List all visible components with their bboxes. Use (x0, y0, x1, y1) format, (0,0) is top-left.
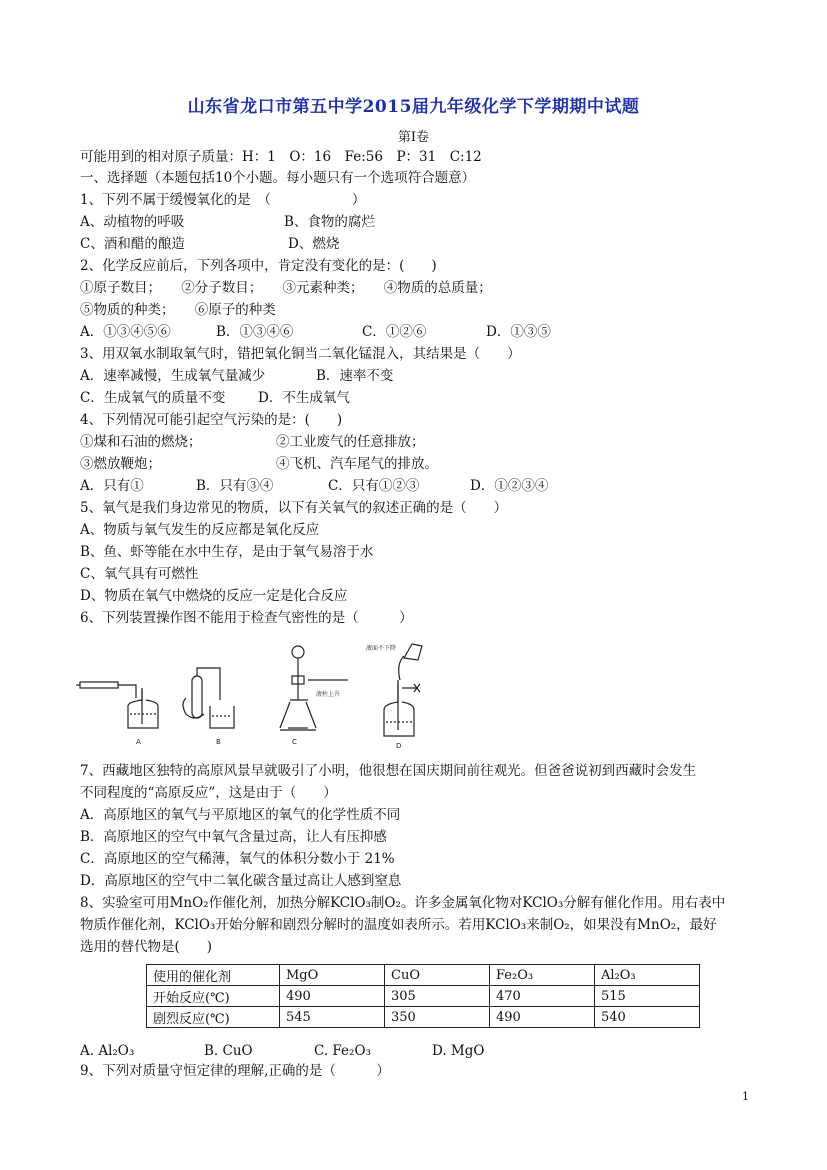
table-cell: 545 (280, 1007, 385, 1028)
catalyst-table (146, 964, 700, 1028)
q6-apparatus-figures (76, 640, 436, 748)
q2-stem: 2、化学反应前后，下列各项中，肯定没有变化的是：( ) (80, 258, 437, 274)
q4-option-a: A．只有① (80, 478, 144, 494)
q2-option-d: D．①③⑤ (486, 324, 551, 340)
q4-item-1: ①煤和石油的燃烧； (80, 434, 202, 450)
q4-item-4: ④飞机、汽车尾气的排放。 (276, 456, 438, 472)
page-number: 1 (742, 1090, 749, 1103)
q7-stem-1: 7、西藏地区独特的高原风景早就吸引了小明，他很想在国庆期间前往观光。但爸爸说初到西藏时会发生 (80, 763, 697, 779)
q1-option-d: D、燃烧 (288, 236, 340, 252)
q8-option-c: C. Fe₂O₃ (314, 1043, 371, 1059)
table-cell: Fe₂O₃ (490, 965, 595, 986)
label-b: B (216, 738, 221, 746)
apparatus-b (183, 668, 234, 728)
q8-option-a: A. Al₂O₃ (80, 1043, 135, 1059)
q7-option-d: D．高原地区的空气中二氧化碳含量过高让人感到窒息 (80, 873, 402, 889)
label-c: C (292, 738, 297, 746)
q3-option-b: B．速率不变 (316, 368, 394, 384)
q2-option-a: A．①③④⑤⑥ (80, 324, 171, 340)
q4-item-3: ③燃放鞭炮； (80, 456, 161, 472)
q7-option-c: C．高原地区的空气稀薄，氧气的体积分数小于 21% (80, 851, 395, 867)
q7-option-b: B．高原地区的空气中氧气含量过高，让人有压抑感 (80, 829, 387, 845)
q5-stem: 5、氧气是我们身边常见的物质，以下有关氧气的叙述正确的是（ ） (80, 500, 508, 516)
table-cell: Al₂O₃ (595, 965, 700, 986)
q2-items-2: ⑤物质的种类； ⑥原子的种类 (80, 302, 276, 318)
table-cell: 开始反应(℃) (147, 986, 280, 1007)
q8-option-b: B. CuO (204, 1043, 253, 1059)
table-cell: 剧烈反应(℃) (147, 1007, 280, 1028)
atomic-mass-line: 可能用到的相对原子质量：H：1 O：16 Fe:56 P：31 C:12 (80, 149, 482, 165)
q8-option-d: D. MgO (432, 1043, 485, 1059)
q1-option-b: B、食物的腐烂 (284, 214, 375, 230)
q2-option-c: C．①②⑥ (362, 324, 427, 340)
q1-stem: 1、下列不属于缓慢氧化的是 （ ） (80, 192, 366, 208)
q8-stem-2: 物质作催化剂，KClO₃开始分解和剧烈分解时的温度如表所示。若用KClO₃来制O₂，如果没有MnO₂，最好 (80, 917, 717, 933)
q1-option-c: C、酒和醋的酿造 (80, 236, 185, 252)
q5-option-c: C、氧气具有可燃性 (80, 566, 199, 582)
table-cell: 470 (490, 986, 595, 1007)
note-d: 液面不下降 (366, 645, 397, 652)
q4-option-b: B．只有③④ (196, 478, 274, 494)
table-row (147, 1007, 700, 1028)
q5-option-b: B、鱼、虾等能在水中生存，是由于氧气易溶于水 (80, 544, 374, 560)
q6-stem: 6、下列装置操作图不能用于检查气密性的是（ ） (80, 610, 413, 626)
apparatus-d (384, 644, 422, 736)
q2-items-1: ①原子数目； ②分子数目； ③元素种类； ④物质的总质量； (80, 280, 492, 296)
note-c: 液柱上升 (316, 691, 341, 698)
apparatus-c (280, 646, 348, 730)
volume-heading: 第Ⅰ卷 (397, 130, 430, 145)
q5-option-d: D、物质在氧气中燃烧的反应一定是化合反应 (80, 588, 348, 604)
table-cell: 490 (490, 1007, 595, 1028)
section-heading: 一、选择题（本题包括10个小题。每小题只有一个选项符合题意） (80, 170, 476, 186)
table-cell: 515 (595, 986, 700, 1007)
q1-option-a: A、动植物的呼吸 (80, 214, 185, 230)
table-header-row (147, 965, 700, 986)
q4-option-c: C．只有①②③ (328, 478, 420, 494)
table-cell: 540 (595, 1007, 700, 1028)
q7-option-a: A．高原地区的氧气与平原地区的氧气的化学性质不同 (80, 807, 401, 823)
table-cell: 使用的催化剂 (147, 965, 280, 986)
q4-item-2: ②工业废气的任意排放； (276, 434, 425, 450)
apparatus-a (76, 682, 158, 728)
table-cell: 350 (385, 1007, 490, 1028)
q3-option-c: C．生成氧气的质量不变 (80, 390, 226, 406)
q4-option-d: D．①②③④ (470, 478, 549, 494)
table-row (147, 986, 700, 1007)
q9-stem: 9、下列对质量守恒定律的理解,正确的是（ ） (80, 1063, 390, 1079)
q3-stem: 3、用双氧水制取氧气时，错把氧化铜当二氧化锰混入，其结果是（ ） (80, 346, 521, 362)
table-cell: 490 (280, 986, 385, 1007)
q3-option-a: A．速率减慢，生成氧气量减少 (80, 368, 266, 384)
label-a: A (136, 738, 141, 746)
q8-stem-3: 选用的替代物是( ) (80, 939, 213, 955)
table-cell: MgO (280, 965, 385, 986)
q4-stem: 4、下列情况可能引起空气污染的是：( ) (80, 412, 343, 428)
table-cell: 305 (385, 986, 490, 1007)
q5-option-a: A、物质与氧气发生的反应都是氧化反应 (80, 522, 320, 538)
q8-stem-1: 8、实验室可用MnO₂作催化剂，加热分解KClO₃制O₂。许多金属氧化物对KClO₃分解有催化作用。用右表中 (80, 895, 726, 911)
page-title: 山东省龙口市第五中学2015届九年级化学下学期期中试题 (187, 97, 640, 117)
q3-option-d: D．不生成氧气 (258, 390, 350, 406)
table-cell: CuO (385, 965, 490, 986)
q7-stem-2: 不同程度的“高原反应”，这是由于（ ） (80, 785, 337, 801)
q2-option-b: B．①③④⑥ (216, 324, 294, 340)
label-d: D (396, 742, 402, 748)
